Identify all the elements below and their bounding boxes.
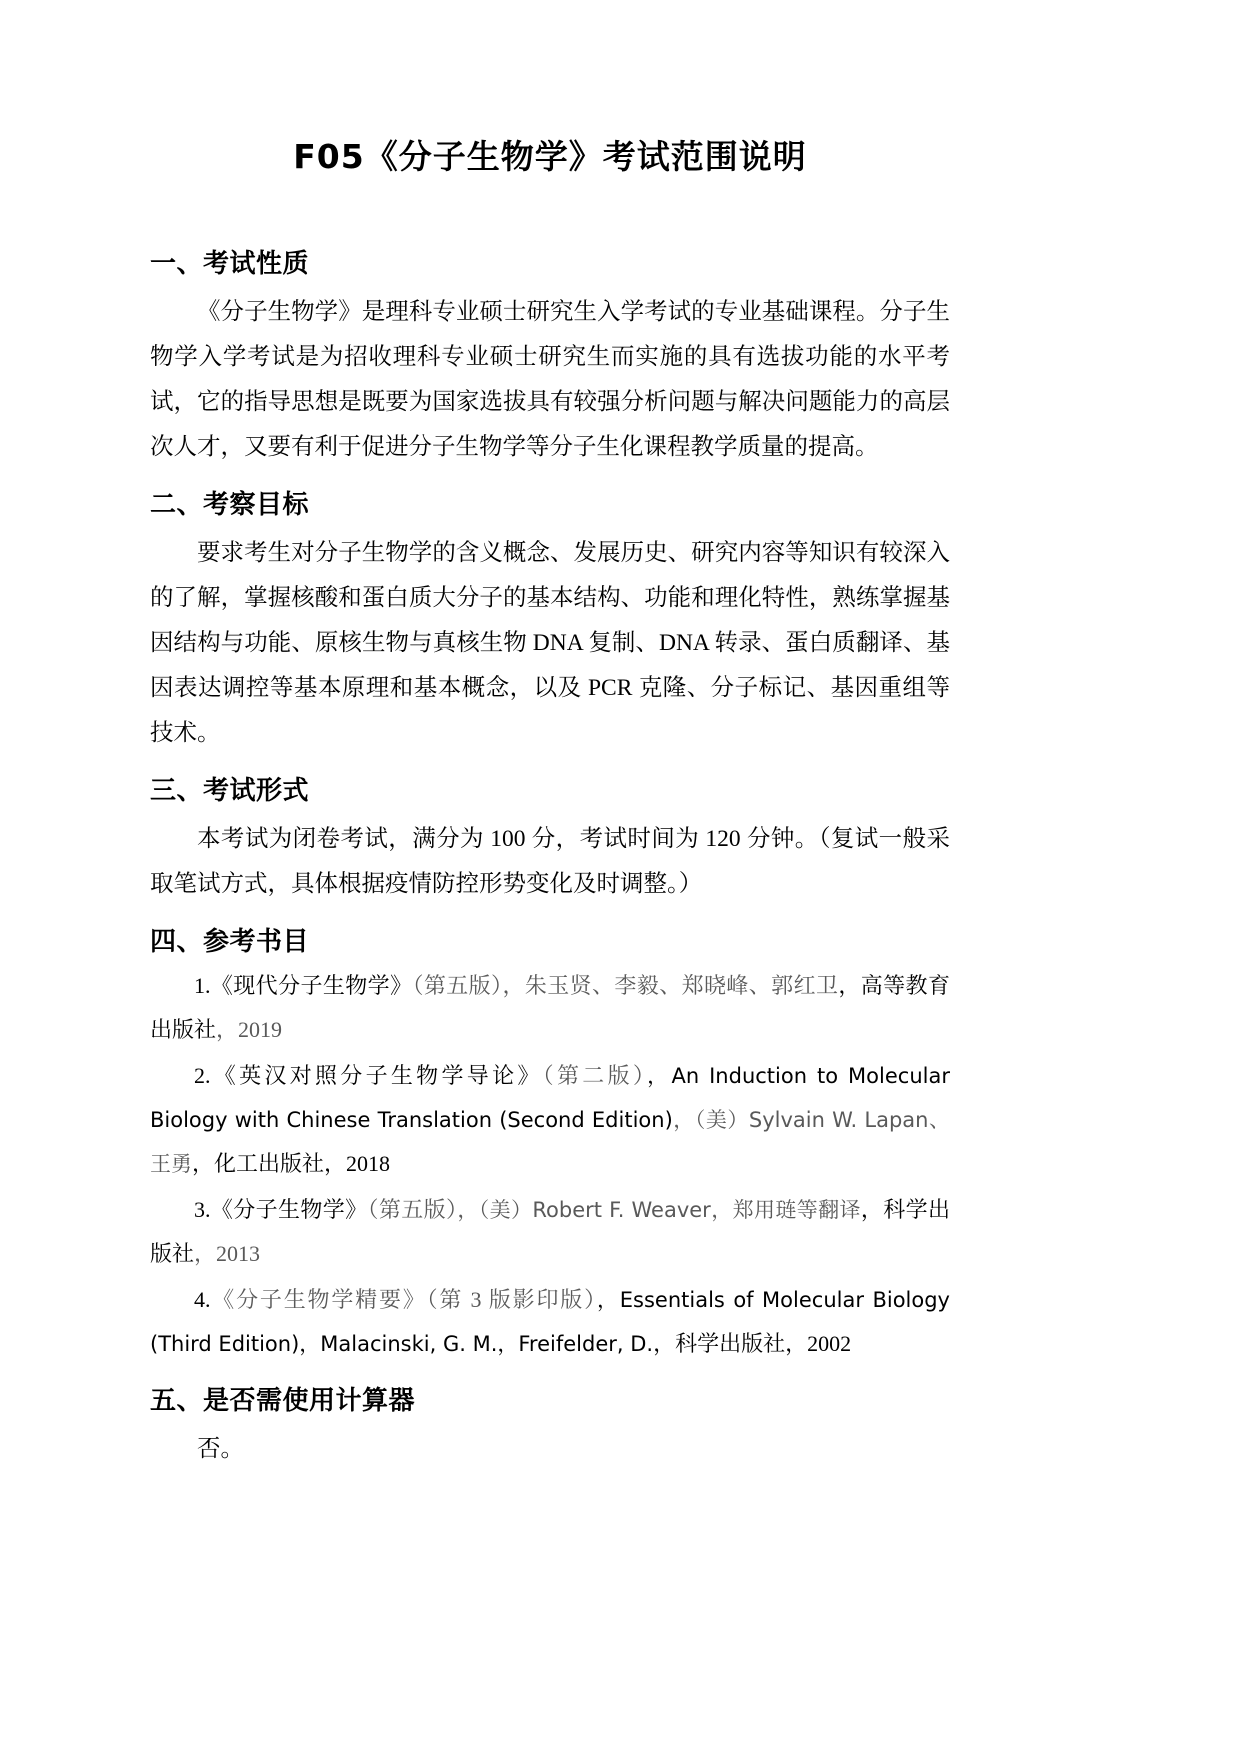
page-title: F05《分子生物学》考试范围说明	[293, 137, 807, 176]
reference-index: 2.	[194, 1063, 211, 1089]
reference-authors: ，朱玉贤、李毅、郑晓峰、郭红卫	[502, 973, 839, 999]
reference-title: 《英汉对照分子生物学导论》	[210, 1063, 543, 1089]
section-exam-nature	[150, 245, 950, 470]
reference-title: 《分子生物学精要》	[210, 1287, 427, 1313]
reference-english-title: ，Essentials of Molecular Biology (Third Edition)	[150, 1288, 950, 1357]
section-heading-calculator-required: 五、是否需使用计算器	[150, 1386, 416, 1417]
reference-title: 《分子生物学》	[210, 1197, 368, 1223]
reference-year: ，2002	[785, 1331, 852, 1357]
paragraph-calculator-answer: 否。	[197, 1436, 244, 1463]
reference-english-title: ，An Induction to Molecular Biology with Chinese Translation (Second Edition)	[150, 1064, 950, 1133]
reference-year: ，2019	[216, 1017, 283, 1043]
section-heading-exam-format: 三、考试形式	[150, 776, 310, 807]
document-body	[150, 0, 950, 1472]
paragraph-exam-format: 本考试为闭卷考试，满分为 100 分，考试时间为 120 分钟。（复试一般采取笔试方式，具体根据疫情防控形势变化及时调整。）	[150, 826, 950, 898]
reference-year: ，2013	[194, 1241, 261, 1267]
section-exam-format	[150, 772, 950, 907]
section-heading-reference-books: 四、参考书目	[150, 927, 310, 958]
paragraph-exam-nature: 《分子生物学》是理科专业硕士研究生入学考试的专业基础课程。分子生物学入学考试是为招收理科专业硕士研究生而实施的具有选拔功能的水平考试，它的指导思想是既要为国家选拔具有较强分析问题与解决问题能力的高层次人才，又要有利于促进分子生物学等分子生化课程教学质量的提高。	[150, 299, 950, 461]
reference-year: ，2018	[324, 1151, 391, 1177]
reference-item	[150, 1278, 950, 1366]
reference-edition: （第五版）	[412, 973, 503, 999]
reference-authors: ，（美）Robert F. Weaver，郑用琏等翻译	[457, 1198, 861, 1223]
reference-publisher: ，科学出版社	[150, 1197, 950, 1267]
section-assessment-goals	[150, 486, 950, 756]
reference-item	[150, 1188, 950, 1276]
reference-edition: （第 3 版影印版）	[426, 1287, 597, 1313]
reference-title: 《现代分子生物学》	[210, 973, 413, 999]
reference-publisher: ，高等教育出版社	[150, 973, 950, 1043]
section-reference-books	[150, 923, 950, 1366]
reference-edition: （第五版）	[367, 1197, 458, 1223]
reference-publisher: ，科学出版社	[653, 1331, 786, 1357]
reference-index: 1.	[194, 973, 211, 999]
reference-item	[150, 1054, 950, 1186]
reference-edition: （第二版）	[542, 1063, 648, 1089]
paragraph-assessment-goals: 要求考生对分子生物学的含义概念、发展历史、研究内容等知识有较深入的了解，掌握核酸和蛋白质大分子的基本结构、功能和理化特性，熟练掌握基因结构与功能、原核生物与真核生物 DNA 复制、DNA 转录、蛋白质翻译、基因表达调控等基本原理和基本概念，以及 PCR 克隆、分子标记、基因重组等技术。	[150, 540, 950, 747]
section-heading-assessment-goals: 二、考察目标	[150, 490, 310, 521]
reference-item	[150, 964, 950, 1052]
reference-index: 3.	[194, 1197, 211, 1223]
reference-authors: ，（美）Sylvain W. Lapan、王勇	[150, 1108, 950, 1177]
section-heading-exam-nature: 一、考试性质	[150, 249, 310, 280]
section-calculator-required	[150, 1382, 950, 1472]
reference-authors: ，Malacinski, G. M.，Freifelder, D.	[299, 1332, 654, 1357]
reference-publisher: ，化工出版社	[192, 1151, 325, 1177]
reference-index: 4.	[194, 1287, 211, 1313]
